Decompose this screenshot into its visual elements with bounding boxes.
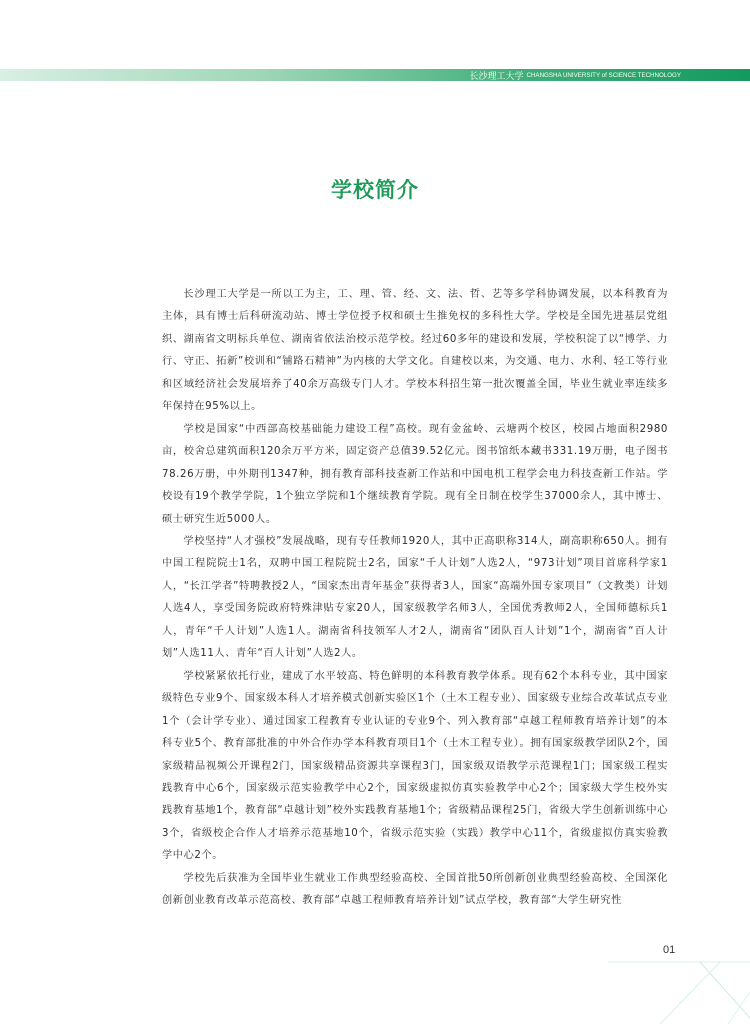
page-number: 01: [663, 944, 676, 956]
header-university-en: CHANGSHA UNIVERSITY of SCIENCE TECHNOLOGY: [526, 71, 681, 79]
header-university-cn: 长沙理工大学: [469, 71, 524, 82]
paragraph-campus: 学校是国家“中西部高校基础能力建设工程”高校。现有金盆岭、云塘两个校区，校园占地面积2980亩，校舍总建筑面积120余万平方米，固定资产总值39.52亿元。图书馆纸本藏书331.19万册，电子图书78.26万册，中外期刊1347种，拥有教育部科技查新工作站和中国电机工程学会电力科技查新工作站。学校设有19个教学学院，1个独立学院和1个继续教育学院。现有全日制在校学生37000余人，其中博士、硕士研究生近5000人。: [162, 423, 668, 525]
corner-line-diagonal-2: [660, 962, 720, 1024]
paragraph-overview: 长沙理工大学是一所以工为主，工、理、管、经、文、法、哲、艺等多学科协调发展，以本科教育为主体，具有博士后科研流动站、博士学位授予权和硕士生推免权的多科性大学。学校是全国先进基层党组织、湖南省文明标兵单位、湖南省依法治校示范学校。经过60多年的建设和发展，学校积淀了以“博学、力行、守正、拓新”校训和“铺路石精神”为内核的大学文化。自建校以来，为交通、电力、水利、轻工等行业和区域经济社会发展培养了40余万高级专门人才。学校本科招生第一批次覆盖全国，毕业生就业率连续多年保持在95%以上。: [162, 289, 668, 413]
paragraph-faculty: 学校坚持“人才强校”发展战略，现有专任教师1920人，其中正高职称314人，副高职称650人。拥有中国工程院院士1名，双聘中国工程院院士2名，国家“千人计划”人选2人，“973计划”项目首席科学家1人，“长江学者”特聘教授2人，“国家杰出青年基金”获得者3人，国家“高端外国专家项目”（文教类）计划人选4人，享受国务院政府特殊津贴专家20人，国家级教学名师3人，全国优秀教师2人，全国师德标兵1人，青年“千人计划”人选1人。湖南省科技领军人才2人，湖南省“团队百人计划”1个，湖南省“百人计划”人选11人、青年“百人计划”人选2人。: [162, 535, 668, 660]
paragraph-teaching: 学校紧紧依托行业，建成了水平较高、特色鲜明的本科教育教学体系。现有62个本科专业，其中国家级特色专业9个、国家级本科人才培养模式创新实验区1个（土木工程专业）、国家级专业综合改革试点专业1个（会计学专业）、通过国家工程教育专业认证的专业9个、列入教育部“卓越工程师教育培养计划”的本科专业5个、教育部批准的中外合作办学本科教育项目1个（土木工程专业）。拥有国家级教学团队2个，国家级精品视频公开课程2门，国家级精品资源共享课程3门，国家级双语教学示范课程1门；国家级工程实践教育中心6个，国家级示范实验教学中心2个，国家级虚拟仿真实验教学中心2个；国家级大学生校外实践教育基地1个，教育部“卓越计划”校外实践教育基地1个；省级精品课程25门，省级大学生创新训练中心3个，省级校企合作人才培养示范基地10个，省级示范实验（实践）教学中心11个，省级虚拟仿真实验教学中心2个。: [162, 670, 668, 862]
body-text: [162, 284, 668, 913]
paragraph-honors: 学校先后获准为全国毕业生就业工作典型经验高校、全国首批50所创新创业典型经验高校、全国深化创新创业教育改革示范高校、教育部“卓越工程师教育培养计划”试点学校，教育部“大学生研究性: [162, 872, 668, 907]
header: [0, 69, 750, 81]
corner-line-diagonal-1: [700, 962, 750, 1018]
corner-decoration: [590, 948, 750, 1024]
page-title: 学校简介: [331, 178, 419, 202]
